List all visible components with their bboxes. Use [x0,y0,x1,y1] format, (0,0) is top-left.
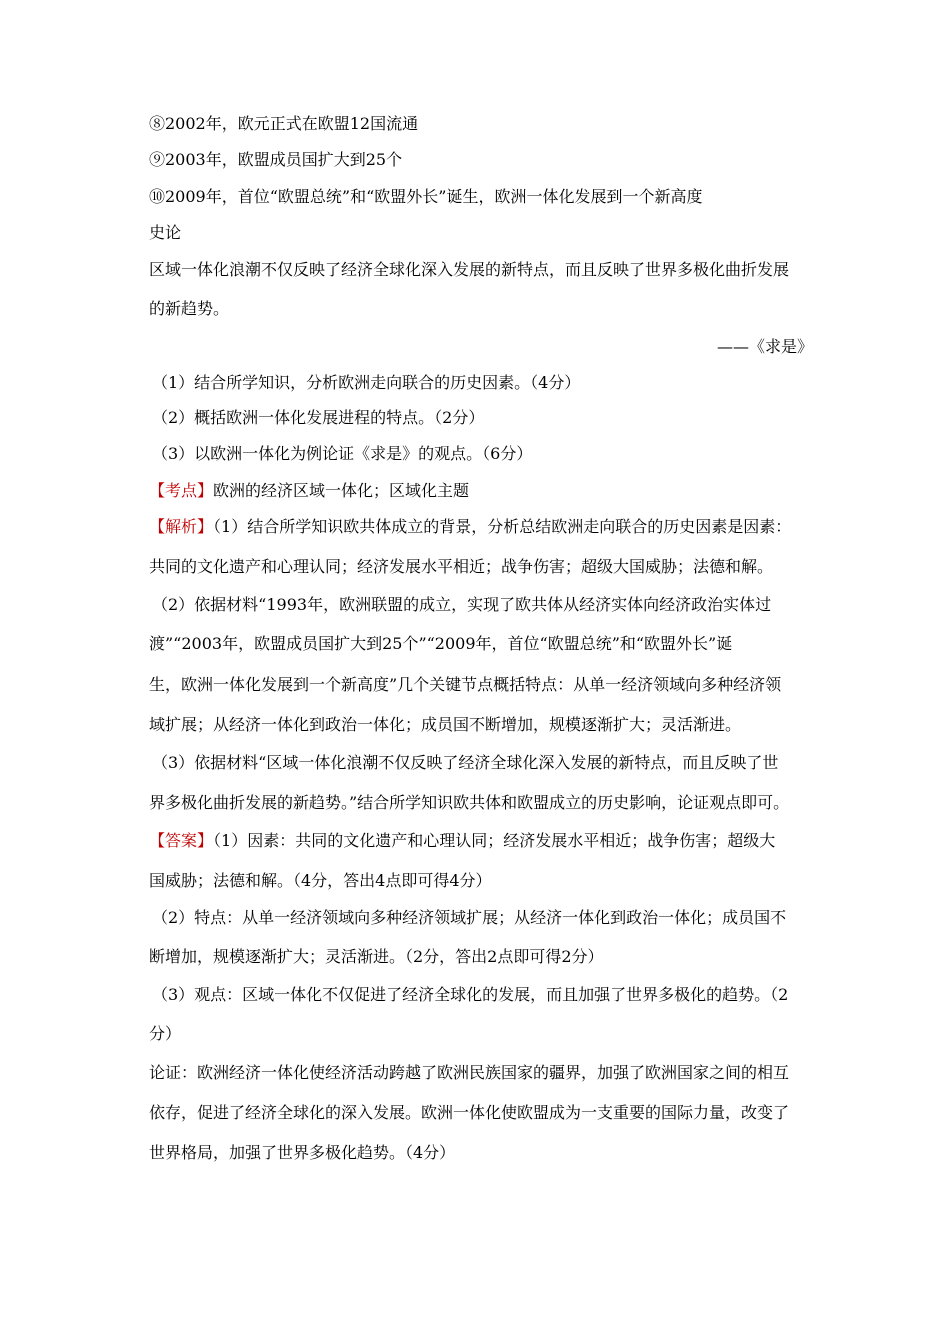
daan-line-5: （3）观点：区域一体化不仅促进了经济全球化的发展，而且加强了世界多极化的趋势。（2 [152,985,789,1004]
daan-line-4: 断增加，规模逐渐扩大；灵活渐进。（2分，答出2点即可得2分） [149,947,604,966]
jiexi-line-5: 生，欧洲一体化发展到一个新高度”几个关键节点概括特点：从单一经济领域向多种经济领 [149,675,782,694]
kaodian-tag: 【考点】 [149,481,214,500]
shilun-heading: 史论 [149,223,182,242]
daan-line-1 [149,831,775,851]
daan-text-1: （1）因素：共同的文化遗产和心理认同；经济发展水平相近；战争伤害；超级大 [213,831,776,850]
kaodian-line [149,481,469,501]
daan-line-3: （2）特点：从单一经济领域向多种经济领域扩展；从经济一体化到政治一体化；成员国不 [152,908,787,927]
jiexi-line-6: 域扩展；从经济一体化到政治一体化；成员国不断增加，规模逐渐扩大；灵活渐进。 [149,715,742,734]
jiexi-line-1 [149,517,791,537]
jiexi-line-3: （2）依据材料“1993年，欧洲联盟的成立，实现了欧共体从经济实体向经济政治实体过 [152,595,772,614]
shilun-quote-line-1: 区域一体化浪潮不仅反映了经济全球化深入发展的新特点，而且反映了世界多极化曲折发展 [149,260,790,279]
daan-line-8: 依存，促进了经济全球化的深入发展。欧洲一体化使欧盟成为一支重要的国际力量，改变了 [149,1103,790,1122]
timeline-item-9: ⑨2003年，欧盟成员国扩大到25个 [149,150,403,169]
daan-tag: 【答案】 [149,831,214,850]
daan-line-6: 分） [149,1024,182,1043]
daan-line-9: 世界格局，加强了世界多极化趋势。（4分） [149,1143,456,1162]
jiexi-text-1: （1）结合所学知识欧共体成立的背景，分析总结欧洲走向联合的历史因素是因素： [213,517,792,536]
quote-source: ——《求是》 [716,337,813,356]
timeline-item-8: ⑧2002年，欧元正式在欧盟12国流通 [149,114,419,133]
question-2: （2）概括欧洲一体化发展进程的特点。（2分） [152,408,485,427]
jiexi-line-2: 共同的文化遗产和心理认同；经济发展水平相近；战争伤害；超级大国威胁；法德和解。 [149,557,774,576]
daan-line-2: 国威胁；法德和解。（4分，答出4点即可得4分） [149,871,492,890]
jiexi-line-4: 渡”“2003年，欧盟成员国扩大到25个”“2009年，首位“欧盟总统”和“欧盟外长”诞 [149,634,733,653]
kaodian-text: 欧洲的经济区域一体化；区域化主题 [213,481,470,500]
jiexi-tag: 【解析】 [149,517,214,536]
question-1: （1）结合所学知识，分析欧洲走向联合的历史因素。（4分） [152,373,581,392]
shilun-quote-line-2: 的新趋势。 [149,299,230,318]
daan-line-7: 论证：欧洲经济一体化使经济活动跨越了欧洲民族国家的疆界，加强了欧洲国家之间的相互 [149,1063,790,1082]
jiexi-line-8: 界多极化曲折发展的新趋势。”结合所学知识欧共体和欧盟成立的历史影响，论证观点即可。 [149,793,790,812]
timeline-item-10: ⑩2009年，首位“欧盟总统”和“欧盟外长”诞生，欧洲一体化发展到一个新高度 [149,187,703,206]
question-3: （3）以欧洲一体化为例论证《求是》的观点。（6分） [152,444,533,463]
jiexi-line-7: （3）依据材料“区域一体化浪潮不仅反映了经济全球化深入发展的新特点，而且反映了世 [152,753,779,772]
